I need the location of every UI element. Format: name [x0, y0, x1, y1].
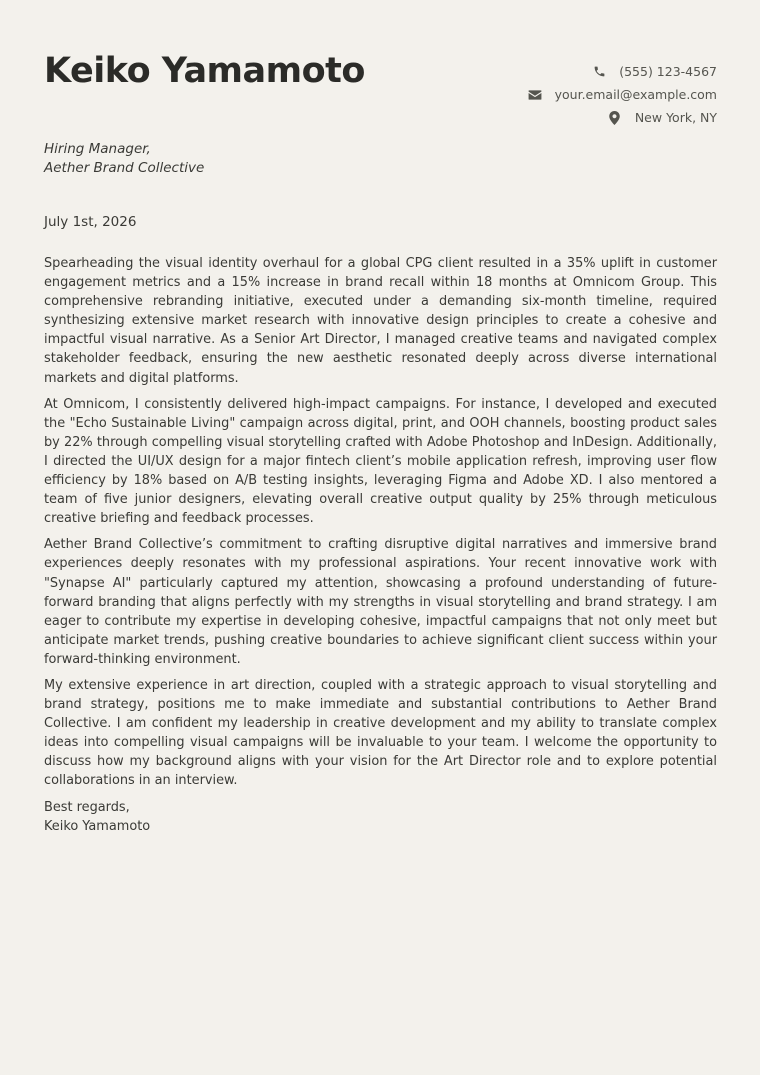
letter-date: July 1st, 2026 — [44, 214, 137, 230]
recipient-company: Aether Brand Collective — [44, 160, 205, 176]
paragraph: My extensive experience in art direction, coupled with a strategic approach to visual storytelling and brand strategy, positions me to make immediate and substantial contributions to Aether Brand Collective. I am confident my leadership in creative development and my ability to translate complex ideas into compelling visual campaigns will be invaluable to your team. I welcome the opportunity to discuss how my background aligns with your vision for the Art Director role and to explore potential collaborations in an interview. — [44, 677, 717, 789]
contact-info — [457, 60, 717, 129]
paragraph: At Omnicom, I consistently delivered high-impact campaigns. For instance, I developed and executed the "Echo Sustainable Living" campaign across digital, print, and OOH channels, boosting product sales by 22% through compelling visual storytelling crafted with Adobe Photoshop and InDesign. Additionally, I directed the UI/UX design for a major fintech client’s mobile application refresh, improving user flow efficiency by 18% based on A/B testing insights, leveraging Figma and Adobe XD. I also mentored a team of five junior designers, elevating overall creative output quality by 25% through meticulous creative briefing and feedback processes. — [44, 396, 717, 527]
contact-email — [457, 83, 717, 106]
recipient-title: Hiring Manager, — [44, 141, 151, 157]
phone-icon — [592, 65, 606, 79]
closing-block — [44, 798, 717, 836]
contact-location — [457, 106, 717, 129]
recipient-block — [44, 140, 204, 178]
phone-text: (555) 123-4567 — [619, 64, 717, 79]
letter-body — [44, 254, 717, 836]
applicant-name: Keiko Yamamoto — [44, 51, 365, 91]
contact-phone — [457, 60, 717, 83]
email-text: your.email@example.com — [554, 87, 717, 102]
envelope-icon — [528, 88, 542, 102]
location-text: New York, NY — [634, 110, 717, 125]
closing-salutation: Best regards, — [44, 799, 130, 815]
paragraph: Spearheading the visual identity overhaul for a global CPG client resulted in a 35% uplift in customer engagement metrics and a 15% increase in brand recall within 18 months at Omnicom Group. This comprehensive rebranding initiative, executed under a demanding six-month timeline, required synthesizing extensive market research with innovative design principles to create a cohesive and impactful visual narrative. As a Senior Art Director, I managed creative teams and navigated complex stakeholder feedback, ensuring the new aesthetic resonated deeply across diverse international markets and digital platforms. — [44, 256, 717, 386]
paragraph: Aether Brand Collective’s commitment to crafting disruptive digital narratives and immersive brand experiences deeply resonates with my professional aspirations. Your recent innovative work with "Synapse AI" particularly captured my attention, showcasing a profound understanding of future-forward branding that aligns perfectly with my strengths in visual storytelling and brand strategy. I am eager to contribute my expertise in developing cohesive, impactful campaigns that not only meet but anticipate market trends, pushing creative boundaries to achieve significant client success within your forward-thinking environment. — [44, 537, 717, 667]
signature-name: Keiko Yamamoto — [44, 818, 151, 834]
location-pin-icon — [608, 111, 622, 125]
